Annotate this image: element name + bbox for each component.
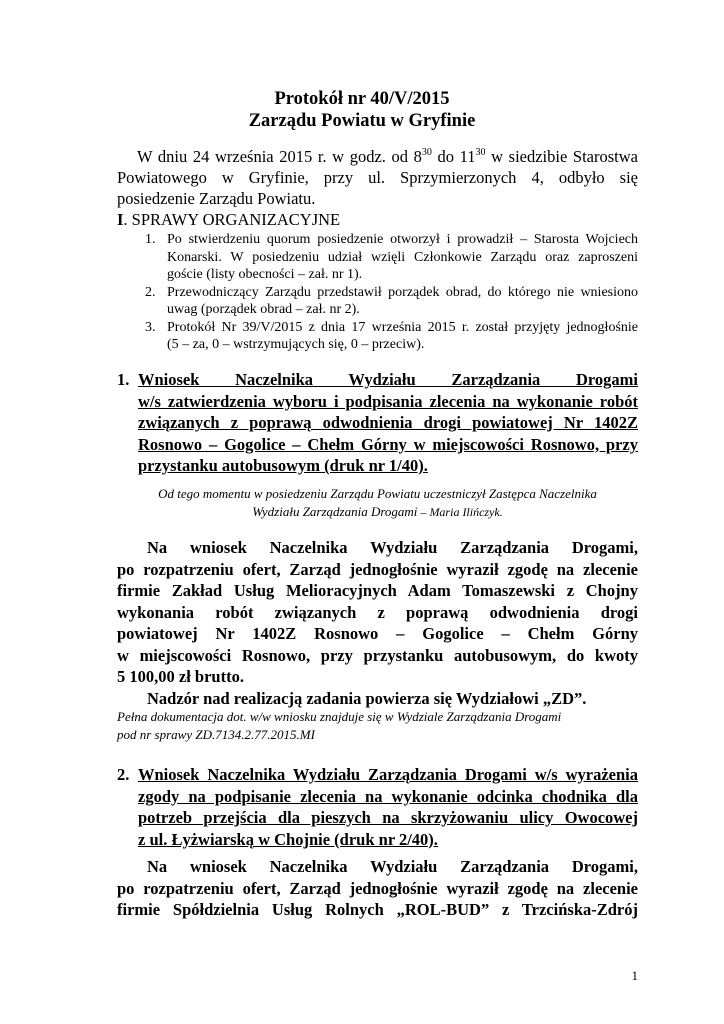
- documentation-note: Pełna dokumentacja dot. w/w wniosku znajduje się w Wydziale Zarządzania Drogami pod nr sprawy ZD.7134.2.77.2015.MI: [117, 709, 562, 742]
- section-heading: I. SPRAWY ORGANIZACYJNE: [117, 210, 341, 229]
- list-item: 3. Protokół Nr 39/V/2015 z dnia 17 września 2015 r. został przyjęty jednogłośnie (5 – za, 0 – wstrzymujących się, 0 – przeciw).: [145, 319, 638, 352]
- document-subtitle: Zarządu Powiatu w Gryfinie: [248, 111, 476, 131]
- intro-line: posiedzenie Zarządu Powiatu.: [117, 189, 316, 208]
- list-item: 2. Przewodniczący Zarządu przedstawił porządek obrad, do którego nie wniesiono uwag (porządek obrad – zał. nr 2).: [145, 284, 638, 317]
- organizational-list: [145, 231, 638, 354]
- intro-line: W dniu 24 września 2015 r. w godz. od $8^{30}$ do $11^{30}$ w siedzibie Starostwa: [137, 146, 638, 166]
- decision-paragraph-2: Na wniosek Naczelnika Wydziału Zarządzania Drogami, po rozpatrzeniu ofert, Zarząd jednogłośnie wyraził zgodę na zlecenie firmie Spółdzielnia Usług Rolnych „ROL-BUD” z Trzcińska-Zdrój: [117, 857, 638, 919]
- decision-paragraph-1: Na wniosek Naczelnika Wydziału Zarządzania Drogami, po rozpatrzeniu ofert, Zarząd jednogłośnie wyraził zgodę na zlecenie firmie Zakład Usług Melioracyjnych Adam Tomaszewski z Chojny wykonania robót związanych z poprawą odwodnienia drogi powiatowej Nr 1402Z Rosnowo – Gogolice – Chełm Górny w miejscowości Rosnowo, przy przystanku autobusowym, do kwoty 5 100,00 zł brutto. Nadzór nad realizacją zadania powierza się Wydziałowi „ZD”.: [117, 538, 638, 708]
- page-number: 1: [631, 968, 638, 983]
- document-title: Protokół nr 40/V/2015: [274, 89, 450, 109]
- agenda-point-1: 1. Wniosek Naczelnika Wydziału Zarządzania Drogami w/s zatwierdzenia wyboru i podpisania zlecenia na wykonanie robót związanych z poprawą odwodnienia drogi powiatowej Nr 1402Z Rosnowo – Gogolice – Chełm Górny w miejscowości Rosnowo, przy przystanku autobusowym (druk nr 1/40).: [117, 370, 638, 475]
- list-item: 1. Po stwierdzeniu quorum posiedzenie otworzył i prowadził – Starosta Wojciech Konarski. W posiedzeniu udział wzięli Członkowie Zarządu oraz zaproszeni goście (listy obecności – zał. nr 1).: [145, 232, 638, 282]
- intro-paragraph: [117, 146, 638, 209]
- attendance-note: Od tego momentu w posiedzeniu Zarządu Powiatu uczestniczył Zastępca Naczelnika Wydziału Zarządzania Drogami – Maria Ilińczyk.: [158, 486, 597, 519]
- intro-line: Powiatowego w Gryfinie, przy ul. Sprzymierzonych 4, odbyło się: [117, 168, 638, 187]
- agenda-point-2: 2. Wniosek Naczelnika Wydziału Zarządzania Drogami w/s wyrażenia zgody na podpisanie zlecenia na wykonanie odcinka chodnika dla potrzeb przejścia dla pieszych na skrzyżowaniu ulicy Owocowej z ul. Łyżwiarską w Chojnie (druk nr 2/40).: [117, 765, 638, 849]
